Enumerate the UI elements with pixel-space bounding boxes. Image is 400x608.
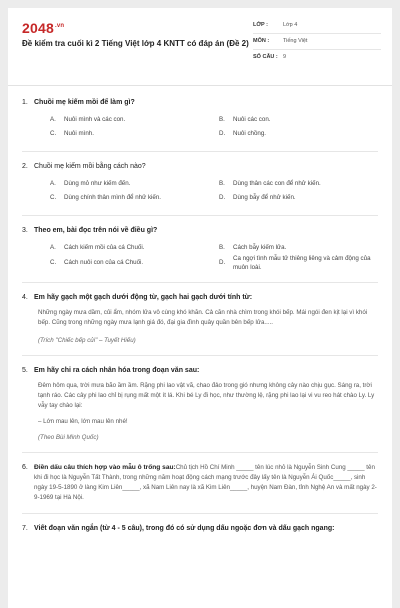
option-c[interactable] <box>50 191 209 205</box>
options <box>22 241 378 272</box>
option-b[interactable] <box>219 113 378 127</box>
option-text: Nuôi mình và các con. <box>64 115 126 123</box>
question-7 <box>22 524 378 533</box>
option-a[interactable] <box>50 113 209 127</box>
option-text: Cách nuôi con của cá Chuối. <box>64 259 144 267</box>
option-letter: C. <box>50 193 57 201</box>
question-text: Chuồi mẹ kiếm mồi bằng cách nào? <box>34 163 146 170</box>
question-text: Theo em, bài đọc trên nói về điều gì? <box>34 227 158 234</box>
logo-tld: .vn <box>54 23 65 30</box>
option-text: Nuôi các con. <box>233 115 271 123</box>
worksheet-page <box>8 8 392 608</box>
question-3 <box>22 226 378 272</box>
option-letter: A. <box>50 243 56 251</box>
question-number: 6. <box>22 464 28 471</box>
citation: (Theo Bùi Minh Quốc) <box>38 434 99 441</box>
option-text: Cách kiếm mồi của cá Chuối. <box>64 243 145 251</box>
question-number: 3. <box>22 227 28 234</box>
option-b[interactable] <box>219 177 378 191</box>
option-letter: D. <box>219 129 226 137</box>
option-d[interactable] <box>219 191 378 205</box>
citation: (Trích "Chiếc bếp củi" – Tuyết Hiếu) <box>38 337 136 344</box>
question-2 <box>22 162 378 205</box>
option-letter: C. <box>50 259 57 267</box>
question-1 <box>22 98 378 141</box>
divider <box>22 513 378 514</box>
option-c[interactable] <box>50 127 209 141</box>
question-5 <box>22 366 378 442</box>
option-letter: B. <box>219 243 225 251</box>
question-text: Chuồi mẹ kiếm mồi để làm gì? <box>34 99 135 106</box>
meta-key: MÔN : <box>253 38 270 44</box>
question-header <box>22 463 378 503</box>
meta-row-subject <box>253 34 381 50</box>
option-text: Cách bẫy kiếm lửa. <box>233 243 287 251</box>
option-text: Dùng bẫy để nhử kiến. <box>233 193 296 201</box>
option-letter: B. <box>219 115 225 123</box>
question-text: Viết đoạn văn ngắn (từ 4 - 5 câu), trong đó có sử dụng dấu ngoặc đơn và dấu gạch ngang: <box>34 525 335 532</box>
question-6 <box>22 463 378 503</box>
question-number: 7. <box>22 525 28 532</box>
option-a[interactable] <box>50 241 209 255</box>
options <box>22 177 378 205</box>
question-header <box>22 293 378 302</box>
option-text: Dùng thân các con để nhử kiến. <box>233 179 321 187</box>
option-letter: C. <box>50 129 57 137</box>
question-number: 4. <box>22 294 28 301</box>
option-text: Dùng mỏ như kiếm đến. <box>64 179 131 187</box>
passage: Đêm hôm qua, trời mưa bão ầm ầm. Rặng phi lao vật vã, chao đảo trong gió nhưng không cây nào chịu gục. Sáng ra, trời tạnh ráo. Các cây phi lao chỉ bị rụng mất một ít lá. Khi bé Ly đi học, như thường lệ, rặng phi lao lại vi vu reo hát chào Ly. Ly vẫy tay chào lại: <box>38 382 375 409</box>
option-d[interactable] <box>219 127 378 141</box>
logo-text: 2048 <box>22 20 54 36</box>
question-number: 2. <box>22 163 28 170</box>
question-header <box>22 524 378 533</box>
page-title: Đề kiểm tra cuối kì 2 Tiếng Việt lớp 4 KNTT có đáp án (Đề 2) <box>22 39 249 48</box>
option-letter: D. <box>219 259 226 267</box>
meta-row-count <box>253 50 381 65</box>
option-b[interactable] <box>219 241 378 255</box>
option-letter: A. <box>50 115 56 123</box>
site-logo[interactable] <box>22 20 64 36</box>
question-number: 5. <box>22 367 28 374</box>
meta-table <box>253 18 381 65</box>
meta-key: LỚP : <box>253 22 268 28</box>
divider <box>22 282 378 283</box>
option-letter: B. <box>219 179 225 187</box>
option-letter: A. <box>50 179 56 187</box>
meta-value: Lớp 4 <box>283 22 298 28</box>
question-header <box>22 366 378 375</box>
option-text: Ca ngợi tình mẫu tử thiêng liêng và cảm động của muôn loài. <box>233 255 371 271</box>
question-passage: Chủ tịch Hồ Chí Minh _____ tên lúc nhỏ là Nguyễn Sinh Cung _____ tên khi đi học là Nguyễn Tất Thành, trong những năm hoạt động cách mạng trước đây lấy tên là Nguyễn Ái Quốc_____, sinh ngày 19-5-1890 ở làng Kim Liên_____, xã Nam Liên nay là xã Kim Liên_____, huyện Nam Đàn, tỉnh Nghệ An và mất ngày 2-9-1969 tại Hà Nội. <box>34 464 377 501</box>
option-d[interactable] <box>219 255 378 272</box>
question-text: Em hãy gạch một gạch dưới động từ, gạch hai gạch dưới tính từ: <box>34 294 253 301</box>
questions-body <box>8 86 392 533</box>
options <box>22 113 378 141</box>
meta-value: Tiếng Việt <box>283 38 308 44</box>
option-c[interactable] <box>50 255 209 272</box>
divider <box>22 151 378 152</box>
question-header <box>22 98 378 107</box>
question-header <box>22 226 378 235</box>
meta-row-class <box>253 18 381 34</box>
question-text: Em hãy chỉ ra cách nhân hóa trong đoạn văn sau: <box>34 367 200 374</box>
question-instruction: Điền dấu câu thích hợp vào mẫu ô trống sau: <box>34 464 176 471</box>
header <box>8 8 392 86</box>
divider <box>22 215 378 216</box>
passage-quote: – Lớn mau lên, lớn mau lên nhé! <box>38 418 128 425</box>
passage: Những ngày mưa dầm, củi ẩm, nhóm lửa vô cùng khó khăn. Cả căn nhà chìm trong khói bếp. Mái ngói đen kịt lại vì khói bếp. Cũng trong những ngày mưa lạnh giá đó, đại gia đình quây quần bên bếp lửa..... <box>38 309 368 326</box>
option-a[interactable] <box>50 177 209 191</box>
option-text: Nuôi mình. <box>64 129 94 137</box>
option-text: Nuôi chồng. <box>233 129 267 137</box>
meta-value: 9 <box>283 54 287 60</box>
divider <box>22 452 378 453</box>
option-letter: D. <box>219 193 226 201</box>
question-4 <box>22 293 378 345</box>
option-text: Dùng chính thân mình để nhử kiến. <box>64 193 162 201</box>
question-number: 1. <box>22 99 28 106</box>
divider <box>22 355 378 356</box>
question-header <box>22 162 378 171</box>
meta-key: SỐ CÂU : <box>253 54 278 60</box>
question-text <box>34 463 378 503</box>
